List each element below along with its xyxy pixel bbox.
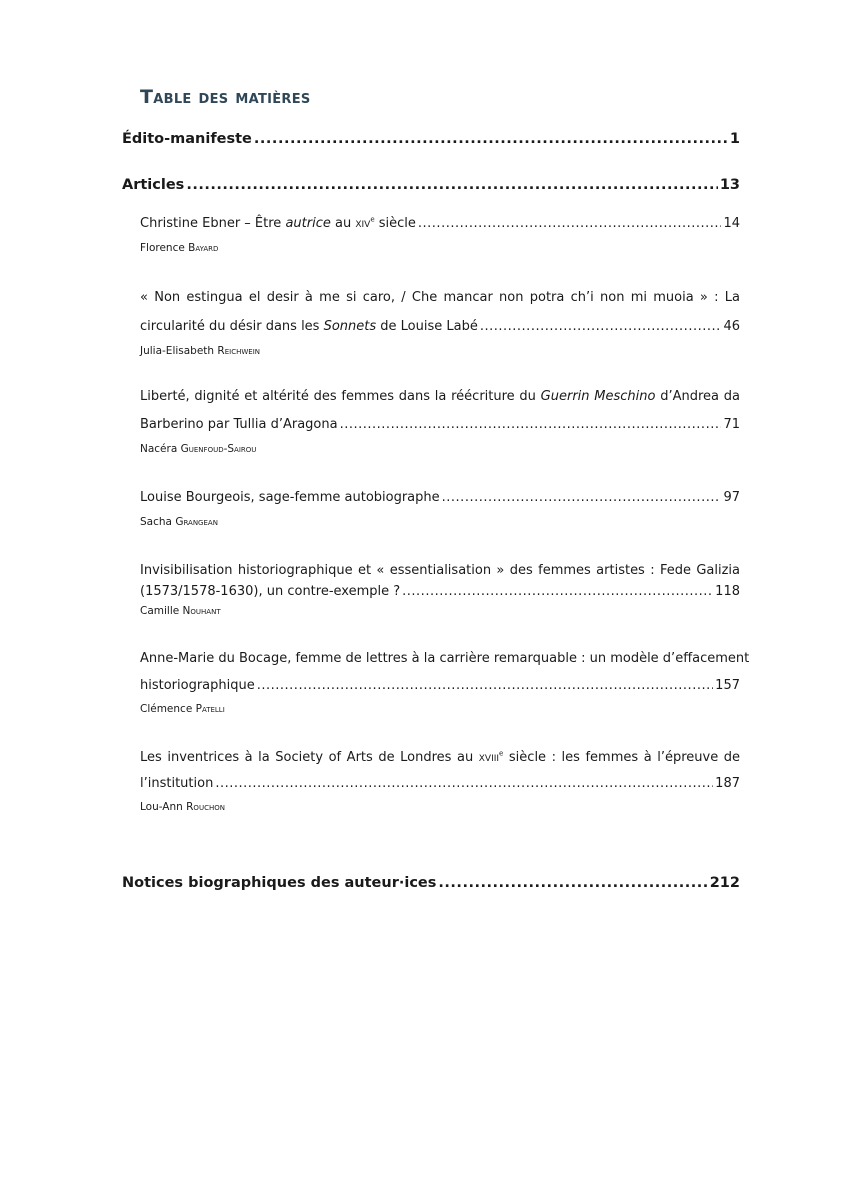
toc-entry[interactable] — [140, 489, 740, 507]
page-number: 118 — [715, 584, 740, 599]
title-text: d’Andrea da — [655, 389, 740, 404]
entry-title: Louise Bourgeois, sage-femme autobiographe — [140, 490, 440, 505]
toc-entry-line[interactable]: Anne-Marie du Bocage, femme de lettres à la carrière remarquable : un modèle d’effacement — [140, 651, 750, 666]
author-last-name: Rouchon — [186, 801, 225, 813]
toc-entry-line[interactable] — [140, 388, 740, 406]
superscript: e — [499, 749, 504, 758]
title-text: Liberté, dignité et altérité des femmes dans la réécriture du — [140, 389, 541, 404]
entry-title: (1573/1578-1630), un contre-exemple ? — [140, 584, 401, 599]
title-italic: Sonnets — [323, 319, 377, 334]
section-title: Notices biographiques des auteur·ices — [122, 875, 437, 891]
section-title: Édito-manifeste — [122, 131, 252, 147]
toc-entry-line[interactable]: « Non estingua el desir à me si caro, / Che mancar non potra ch’i non mi muoia » : La — [140, 290, 740, 305]
toc-entry[interactable] — [140, 416, 740, 434]
entry-author — [140, 703, 225, 715]
leader-dots — [186, 177, 718, 193]
leader-dots — [215, 775, 713, 793]
author-first-name: Clémence — [140, 703, 196, 715]
leader-dots — [438, 875, 707, 891]
entry-title: l’institution — [140, 776, 214, 791]
author-last-name: Patelli — [195, 703, 225, 715]
century-numeral: xviii — [478, 750, 500, 765]
toc-entry-line[interactable]: Invisibilisation historiographique et « essentialisation » des femmes artistes : Fede Galizia — [140, 563, 740, 578]
toc-entry[interactable] — [140, 775, 740, 793]
title-text: de Louise Labé — [376, 319, 478, 334]
toc-entry[interactable] — [140, 677, 740, 695]
title-text: siècle — [374, 216, 416, 231]
author-first-name: Nacéra — [140, 443, 181, 455]
title-text: circularité du désir dans les — [140, 319, 324, 334]
page-number: 212 — [709, 875, 740, 891]
title-italic: autrice — [285, 216, 331, 231]
entry-author — [140, 801, 225, 813]
author-first-name: Sacha — [140, 516, 176, 528]
leader-dots — [442, 489, 722, 507]
page-number: 13 — [719, 177, 740, 193]
entry-author — [140, 345, 260, 357]
entry-author — [140, 443, 256, 455]
superscript: e — [370, 215, 375, 224]
entry-author — [140, 242, 218, 254]
entry-title: historiographique — [140, 678, 255, 693]
entry-title: Barberino par Tullia d’Aragona — [140, 417, 338, 432]
leader-dots — [340, 416, 722, 434]
entry-author — [140, 605, 221, 617]
leader-dots — [254, 131, 728, 147]
author-first-name: Julia-Elisabeth — [140, 345, 218, 357]
title-italic: Guerrin Meschino — [540, 389, 656, 404]
entry-author — [140, 516, 218, 528]
page-title: Table des matières — [140, 86, 311, 108]
title-text: Les inventrices à la Society of Arts de Londres au — [140, 750, 479, 765]
page-number: 14 — [723, 216, 740, 231]
toc-section-notices[interactable] — [122, 875, 740, 891]
section-title: Articles — [122, 177, 185, 193]
page-number: 46 — [723, 319, 740, 334]
author-last-name: Bayard — [188, 242, 219, 254]
page-number: 157 — [715, 678, 740, 693]
toc-entry[interactable] — [140, 583, 740, 601]
author-last-name: Guenfoud-Sairou — [180, 443, 257, 455]
author-last-name: Nouhant — [182, 605, 221, 617]
leader-dots — [257, 677, 713, 695]
toc-entry[interactable] — [140, 318, 740, 336]
title-text: siècle : les femmes à l’épreuve de — [503, 750, 740, 765]
title-text: au — [330, 216, 356, 231]
author-last-name: Reichwein — [217, 345, 261, 357]
entry-title — [140, 215, 416, 233]
author-first-name: Lou-Ann — [140, 801, 187, 813]
toc-section-edito[interactable] — [122, 131, 740, 147]
leader-dots — [418, 215, 722, 233]
leader-dots — [480, 318, 722, 336]
page-number: 97 — [723, 490, 740, 505]
entry-title — [140, 318, 478, 336]
century-numeral: xiv — [355, 216, 371, 231]
toc-section-articles[interactable] — [122, 177, 740, 193]
author-last-name: Grangean — [175, 516, 218, 528]
title-text: Christine Ebner – Être — [140, 216, 286, 231]
page-number: 1 — [729, 131, 740, 147]
author-first-name: Camille — [140, 605, 183, 617]
author-first-name: Florence — [140, 242, 189, 254]
page-number: 187 — [715, 776, 740, 791]
leader-dots — [402, 583, 713, 601]
toc-entry[interactable] — [140, 215, 740, 233]
toc-entry-line[interactable] — [140, 749, 740, 767]
page-number: 71 — [723, 417, 740, 432]
